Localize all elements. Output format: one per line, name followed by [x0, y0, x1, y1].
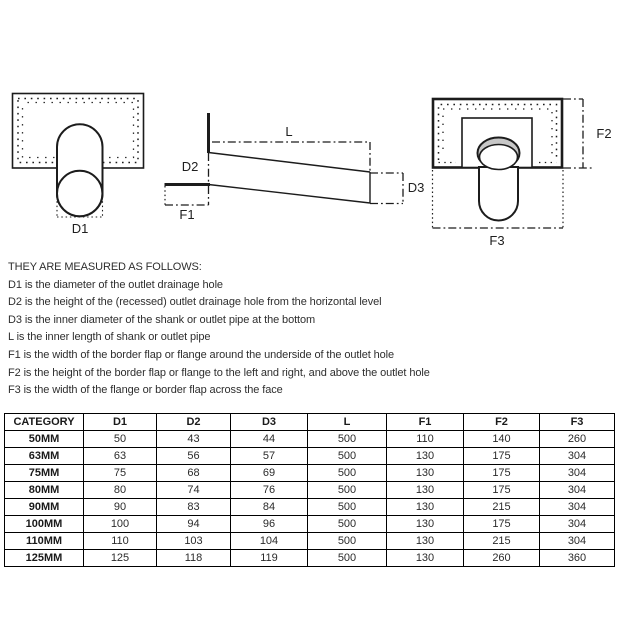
- face-view-diagram: [433, 99, 595, 228]
- value-cell: 56: [157, 448, 231, 465]
- note-line: F1 is the width of the border flap or flange around the underside of the outlet hole: [8, 348, 395, 361]
- value-cell: 50: [84, 431, 157, 448]
- column-header: D1: [84, 414, 157, 431]
- note-line: D3 is the inner diameter of the shank or outlet pipe at the bottom: [8, 313, 316, 326]
- value-cell: 130: [387, 550, 464, 567]
- note-line: F3 is the width of the flange or border flap across the face: [8, 384, 283, 397]
- dim-label-f2: F2: [596, 126, 612, 141]
- value-cell: 500: [308, 482, 387, 499]
- value-cell: 304: [540, 516, 615, 533]
- value-cell: 90: [84, 499, 157, 516]
- value-cell: 84: [231, 499, 308, 516]
- value-cell: 140: [464, 431, 540, 448]
- category-cell: 100MM: [5, 516, 84, 533]
- value-cell: 130: [387, 499, 464, 516]
- column-header: F1: [387, 414, 464, 431]
- value-cell: 69: [231, 465, 308, 482]
- note-line: D2 is the height of the (recessed) outlet drainage hole from the horizontal level: [8, 296, 382, 309]
- dim-label-l: L: [285, 124, 293, 139]
- note-line: D1 is the diameter of the outlet drainage hole: [8, 278, 223, 291]
- dim-label-d1: D1: [71, 221, 89, 236]
- value-cell: 63: [84, 448, 157, 465]
- category-cell: 50MM: [5, 431, 84, 448]
- value-cell: 103: [157, 533, 231, 550]
- value-cell: 360: [540, 550, 615, 567]
- value-cell: 100: [84, 516, 157, 533]
- value-cell: 500: [308, 550, 387, 567]
- value-cell: 260: [540, 431, 615, 448]
- value-cell: 260: [464, 550, 540, 567]
- value-cell: 304: [540, 482, 615, 499]
- value-cell: 175: [464, 516, 540, 533]
- value-cell: 96: [231, 516, 308, 533]
- category-cell: 110MM: [5, 533, 84, 550]
- value-cell: 80: [84, 482, 157, 499]
- value-cell: 110: [84, 533, 157, 550]
- table-row: [5, 482, 615, 499]
- note-line: F2 is the height of the border flap or flange to the left and right, and above the outlet hole: [8, 366, 430, 379]
- value-cell: 125: [84, 550, 157, 567]
- value-cell: 75: [84, 465, 157, 482]
- column-header: CATEGORY: [5, 414, 84, 431]
- value-cell: 304: [540, 448, 615, 465]
- column-header: D3: [231, 414, 308, 431]
- value-cell: 304: [540, 465, 615, 482]
- value-cell: 94: [157, 516, 231, 533]
- table-header-row: [5, 414, 615, 431]
- value-cell: 500: [308, 533, 387, 550]
- value-cell: 500: [308, 465, 387, 482]
- column-header: F3: [540, 414, 615, 431]
- value-cell: 68: [157, 465, 231, 482]
- table-row: [5, 550, 615, 567]
- table-row: [5, 499, 615, 516]
- value-cell: 130: [387, 448, 464, 465]
- measurement-diagrams: [0, 85, 617, 255]
- value-cell: 118: [157, 550, 231, 567]
- notes-lines: [8, 277, 608, 400]
- value-cell: 175: [464, 465, 540, 482]
- measurement-notes: [8, 259, 608, 400]
- value-cell: 130: [387, 482, 464, 499]
- dim-label-f1: F1: [179, 207, 195, 222]
- dim-label-f3: F3: [489, 233, 505, 248]
- table-body: [5, 431, 615, 567]
- value-cell: 57: [231, 448, 308, 465]
- column-header: L: [308, 414, 387, 431]
- value-cell: 175: [464, 448, 540, 465]
- value-cell: 130: [387, 533, 464, 550]
- table-row: [5, 533, 615, 550]
- value-cell: 119: [231, 550, 308, 567]
- value-cell: 175: [464, 482, 540, 499]
- value-cell: 500: [308, 431, 387, 448]
- column-header: D2: [157, 414, 231, 431]
- table-row: [5, 465, 615, 482]
- category-cell: 75MM: [5, 465, 84, 482]
- value-cell: 130: [387, 465, 464, 482]
- table-row: [5, 516, 615, 533]
- value-cell: 74: [157, 482, 231, 499]
- dim-label-d3: D3: [407, 180, 425, 195]
- category-cell: 63MM: [5, 448, 84, 465]
- value-cell: 110: [387, 431, 464, 448]
- value-cell: 304: [540, 533, 615, 550]
- notes-heading: THEY ARE MEASURED AS FOLLOWS:: [8, 261, 202, 273]
- dim-label-d2: D2: [181, 159, 199, 174]
- value-cell: 500: [308, 448, 387, 465]
- value-cell: 104: [231, 533, 308, 550]
- column-header: F2: [464, 414, 540, 431]
- category-cell: 90MM: [5, 499, 84, 516]
- value-cell: 215: [464, 533, 540, 550]
- value-cell: 500: [308, 516, 387, 533]
- category-cell: 80MM: [5, 482, 84, 499]
- note-line: L is the inner length of shank or outlet pipe: [8, 331, 211, 344]
- table-row: [5, 431, 615, 448]
- table-row: [5, 448, 615, 465]
- value-cell: 500: [308, 499, 387, 516]
- category-cell: 125MM: [5, 550, 84, 567]
- value-cell: 76: [231, 482, 308, 499]
- value-cell: 215: [464, 499, 540, 516]
- value-cell: 43: [157, 431, 231, 448]
- spec-table: [4, 413, 615, 567]
- value-cell: 130: [387, 516, 464, 533]
- value-cell: 83: [157, 499, 231, 516]
- value-cell: 44: [231, 431, 308, 448]
- value-cell: 304: [540, 499, 615, 516]
- front-view-diagram: [13, 94, 144, 218]
